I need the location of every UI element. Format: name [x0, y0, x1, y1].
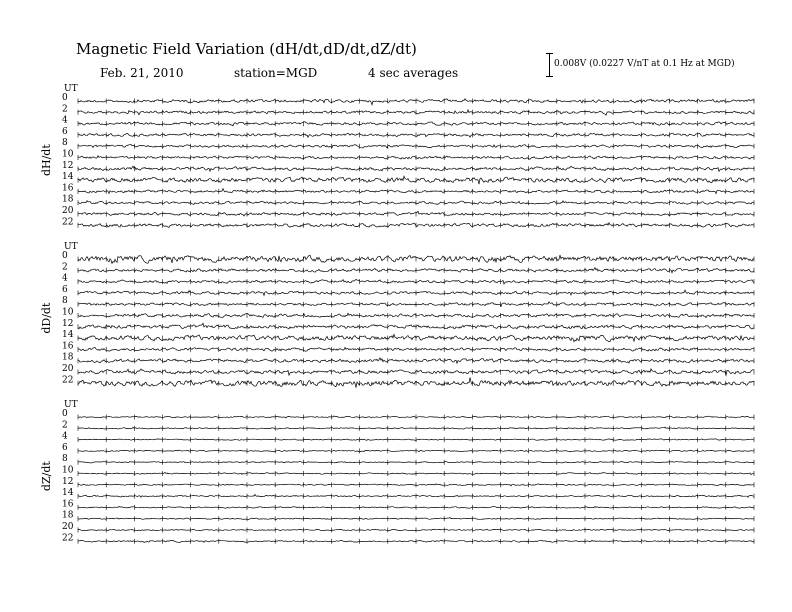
panel-ylabel: dH/dt — [40, 144, 53, 177]
row-label: 8 — [62, 138, 68, 149]
chart-title: Magnetic Field Variation (dH/dt,dD/dt,dZ/dt) — [76, 40, 417, 58]
row-label: 2 — [62, 262, 68, 273]
row-label: 18 — [62, 352, 74, 363]
row-label: 6 — [62, 284, 68, 295]
row-label: 22 — [62, 375, 74, 386]
date-label: Feb. 21, 2010 — [100, 66, 184, 80]
row-label: 20 — [62, 364, 74, 374]
row-label: 10 — [62, 149, 74, 160]
panel-ylabel: dD/dt — [40, 302, 53, 334]
row-label: 4 — [62, 431, 68, 442]
panel-dZ-dt — [40, 400, 754, 544]
row-label: 16 — [62, 341, 74, 352]
row-label: 14 — [62, 330, 74, 341]
ut-axis-label: UT — [64, 84, 78, 94]
row-label: 18 — [62, 194, 74, 205]
row-label: 14 — [62, 488, 74, 499]
row-label: 4 — [62, 115, 68, 126]
row-label: 12 — [62, 318, 74, 329]
row-label: 8 — [62, 454, 68, 465]
row-label: 20 — [62, 206, 74, 216]
row-label: 16 — [62, 183, 74, 194]
ut-axis-label: UT — [64, 242, 78, 252]
panel-ylabel: dZ/dt — [40, 461, 53, 492]
hour-ticks — [78, 200, 754, 205]
row-label: 10 — [62, 465, 74, 476]
hour-ticks — [78, 178, 754, 183]
row-label: 0 — [62, 93, 68, 103]
row-label: 6 — [62, 126, 68, 137]
station-label: station=MGD — [234, 66, 318, 80]
averaging-label: 4 sec averages — [368, 66, 459, 80]
row-label: 18 — [62, 510, 74, 521]
hour-ticks — [78, 212, 754, 217]
scale-label: 0.008V (0.0227 V/nT at 0.1 Hz at MGD) — [554, 59, 735, 69]
row-label: 12 — [62, 160, 74, 171]
row-label: 22 — [62, 533, 74, 544]
ut-axis-label: UT — [64, 400, 78, 410]
row-label: 20 — [62, 522, 74, 532]
row-label: 22 — [62, 217, 74, 228]
hour-ticks — [78, 189, 754, 194]
panel-dH-dt — [40, 84, 754, 228]
row-label: 6 — [62, 442, 68, 453]
row-label: 14 — [62, 172, 74, 183]
row-label: 10 — [62, 307, 74, 318]
row-label: 16 — [62, 499, 74, 510]
row-label: 2 — [62, 420, 68, 431]
row-label: 4 — [62, 273, 68, 284]
row-label: 12 — [62, 476, 74, 487]
panel-dD-dt — [40, 242, 754, 388]
row-label: 2 — [62, 104, 68, 115]
hour-ticks — [78, 290, 754, 295]
row-label: 8 — [62, 296, 68, 307]
row-label: 0 — [62, 409, 68, 419]
row-label: 0 — [62, 251, 68, 261]
